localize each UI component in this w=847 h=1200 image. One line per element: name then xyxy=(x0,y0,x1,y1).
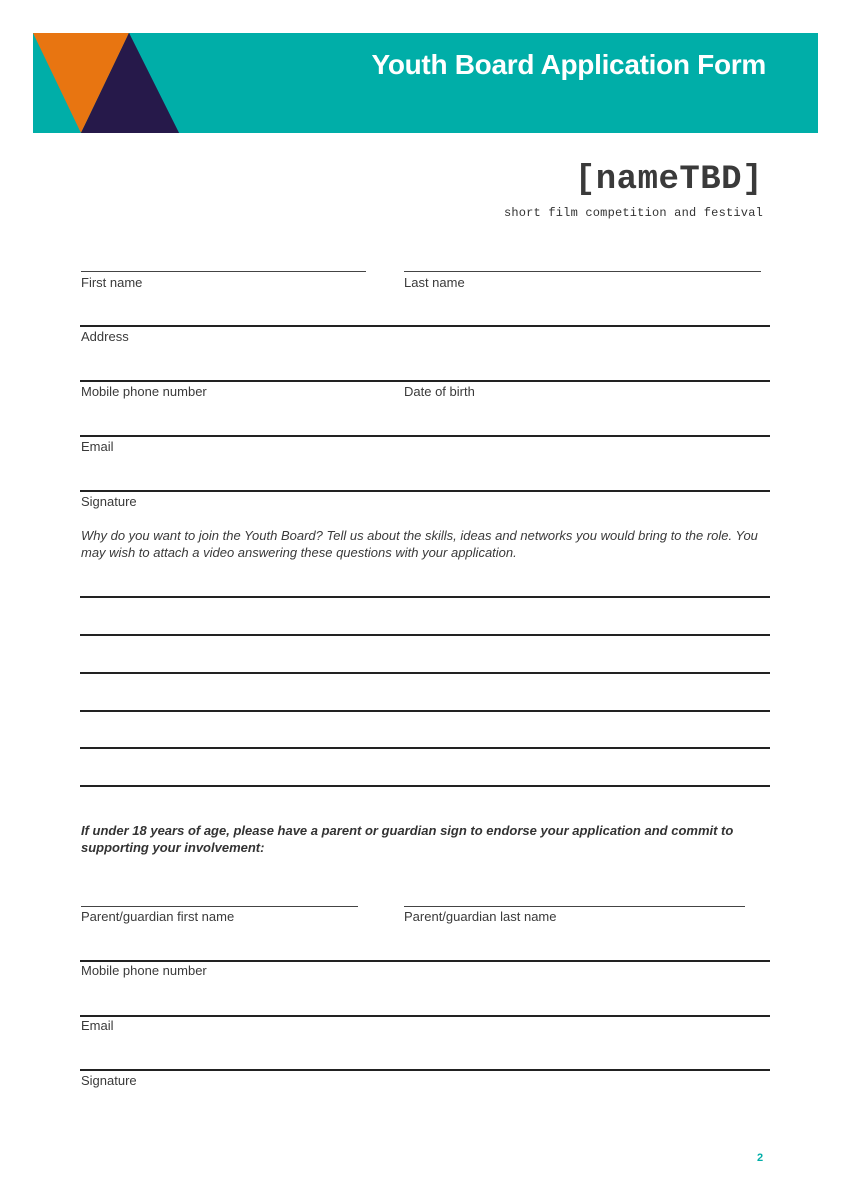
email-field[interactable] xyxy=(81,404,773,436)
address-field[interactable] xyxy=(81,294,773,326)
last-name-underline xyxy=(404,271,761,272)
dob-label: Date of birth xyxy=(404,384,475,399)
mobile-label: Mobile phone number xyxy=(81,384,207,399)
signature-line xyxy=(80,490,770,492)
answer-line-2 xyxy=(80,634,770,636)
guardian-first-name-field[interactable] xyxy=(81,875,362,907)
first-name-underline xyxy=(81,271,366,272)
page-number: 2 xyxy=(757,1152,764,1164)
guardian-signature-line xyxy=(80,1069,770,1071)
email-line xyxy=(80,435,770,437)
signature-field[interactable] xyxy=(81,459,773,491)
guardian-first-name-label: Parent/guardian first name xyxy=(81,909,235,924)
guardian-signature-field[interactable] xyxy=(81,1038,773,1070)
email-label: Email xyxy=(81,439,114,454)
guardian-first-name-underline xyxy=(81,906,358,907)
answer-field-2[interactable] xyxy=(81,603,773,635)
dob-field[interactable] xyxy=(404,349,773,381)
first-name-label: First name xyxy=(81,275,143,290)
answer-line-4 xyxy=(80,710,770,712)
answer-line-1 xyxy=(80,596,770,598)
triangle-logo-icon xyxy=(33,33,233,133)
brand-name: [nameTBD] xyxy=(574,161,763,199)
signature-label: Signature xyxy=(81,494,137,509)
brand-tagline: short film competition and festival xyxy=(503,206,763,220)
answer-field-1[interactable] xyxy=(81,565,773,597)
guardian-last-name-underline xyxy=(404,906,745,907)
address-label: Address xyxy=(81,329,129,344)
guardian-email-field[interactable] xyxy=(81,984,773,1016)
first-name-field[interactable] xyxy=(81,240,370,272)
last-name-label: Last name xyxy=(404,275,465,290)
answer-line-3 xyxy=(80,672,770,674)
guardian-mobile-label: Mobile phone number xyxy=(81,963,207,978)
answer-line-6 xyxy=(80,785,770,787)
motivation-question: Why do you want to join the Youth Board? Tell us about the skills, ideas and networks you would bring to the role. You may wish to attach a video answering these questions with your application. xyxy=(81,528,758,560)
guardian-email-label: Email xyxy=(81,1018,114,1033)
guardian-last-name-field[interactable] xyxy=(404,875,749,907)
brand-block xyxy=(504,162,763,220)
guardian-email-line xyxy=(80,1015,770,1017)
guardian-signature-label: Signature xyxy=(81,1073,137,1088)
page-title: Youth Board Application Form xyxy=(371,49,766,80)
answer-field-5[interactable] xyxy=(81,716,773,748)
mobile-dob-line xyxy=(80,380,770,382)
answer-field-6[interactable] xyxy=(81,754,773,786)
guardian-last-name-label: Parent/guardian last name xyxy=(404,909,557,924)
guardian-mobile-line xyxy=(80,960,770,962)
answer-line-5 xyxy=(80,747,770,749)
answer-field-3[interactable] xyxy=(81,641,773,673)
mobile-field[interactable] xyxy=(81,349,395,381)
answer-field-4[interactable] xyxy=(81,679,773,711)
guardian-mobile-field[interactable] xyxy=(81,929,773,961)
guardian-note: If under 18 years of age, please have a parent or guardian sign to endorse your application and commit to supporting your involvement: xyxy=(81,823,734,855)
address-line xyxy=(80,325,770,327)
header-banner xyxy=(33,33,818,133)
last-name-field[interactable] xyxy=(404,240,765,272)
